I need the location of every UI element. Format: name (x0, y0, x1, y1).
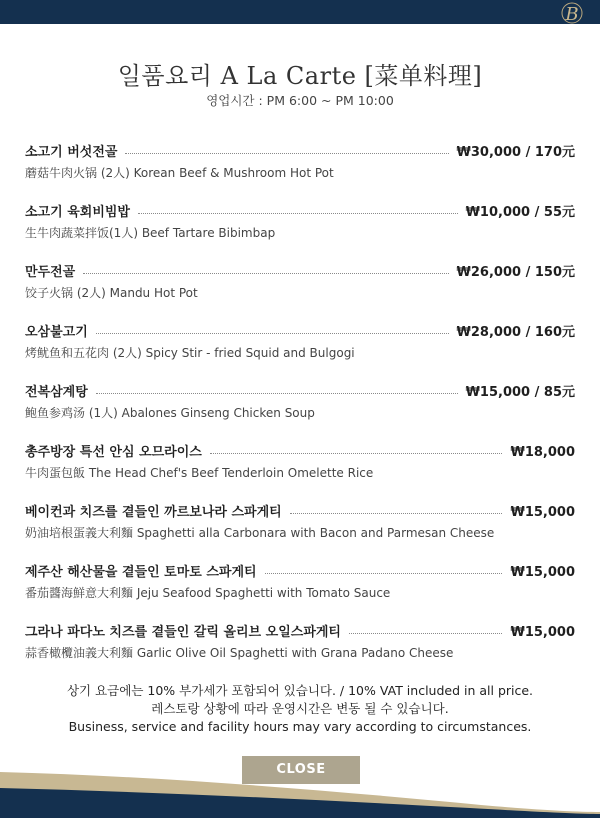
menu-item-name: 오삼불고기 (25, 325, 88, 340)
menu-item (25, 136, 575, 196)
bottom-wave-decoration (0, 754, 600, 818)
hours-note-english: Business, service and facility hours may vary according to circumstances. (68, 719, 532, 734)
menu-item-header (25, 316, 575, 340)
menu-item-name: 전복삼계탕 (25, 385, 88, 400)
dotted-leader (96, 333, 449, 334)
menu-item-price: ₩18,000 (510, 445, 575, 460)
menu-item-description: 蘑菇牛肉火锅 (2人) Korean Beef & Mushroom Hot Pot (25, 166, 334, 180)
hours-note-korean: 레스토랑 상황에 따라 운영시간은 변동 될 수 있습니다. (151, 701, 449, 716)
menu-item (25, 436, 575, 496)
menu-item-description: 鲍鱼参鸡汤 (1人) Abalones Ginseng Chicken Soup (25, 406, 315, 420)
hotel-logo (554, 0, 590, 26)
menu-item-price: ₩15,000 (510, 505, 575, 520)
menu-item-description: 蒜香橄欖油義大利麵 Garlic Olive Oil Spaghetti with Grana Padano Cheese (25, 646, 454, 660)
menu-item-description: 饺子火锅 (2人) Mandu Hot Pot (25, 286, 198, 300)
menu-item-description: 烤鱿鱼和五花肉 (2人) Spicy Stir - fried Squid and Bulgogi (25, 346, 355, 360)
opening-hours: 영업시간 : PM 6:00 ~ PM 10:00 (206, 93, 394, 108)
menu-item-name: 그라나 파다노 치즈를 곁들인 갈릭 올리브 오일스파게티 (25, 625, 341, 640)
menu-item-price: ₩15,000 / 85元 (465, 385, 575, 400)
menu-item (25, 556, 575, 616)
menu-item-name: 총주방장 특선 안심 오므라이스 (25, 445, 202, 460)
menu-item-price: ₩30,000 / 170元 (456, 145, 575, 160)
menu-item (25, 376, 575, 436)
menu-list (25, 136, 575, 676)
top-banner (0, 0, 600, 24)
menu-item-description: 番茄醬海鮮意大利麵 Jeju Seafood Spaghetti with Tomato Sauce (25, 586, 391, 600)
dotted-leader (96, 393, 458, 394)
menu-item-header (25, 616, 575, 640)
menu-item-description: 牛肉蛋包飯 The Head Chef's Beef Tenderloin Omelette Rice (25, 466, 374, 480)
menu-item-name: 소고기 육회비빔밥 (25, 205, 130, 220)
menu-item-price: ₩15,000 (510, 565, 575, 580)
menu-item-name: 소고기 버섯전골 (25, 145, 118, 160)
menu-item (25, 196, 575, 256)
notes (0, 682, 600, 736)
menu-item-name: 만두전골 (25, 265, 76, 280)
menu-item-price: ₩26,000 / 150元 (456, 265, 575, 280)
menu-item-header (25, 376, 575, 400)
dotted-leader (210, 453, 503, 454)
menu-item (25, 616, 575, 676)
close-button[interactable]: CLOSE (242, 756, 360, 784)
logo-letter: B (565, 4, 579, 25)
menu-item-header (25, 256, 575, 280)
dotted-leader (138, 213, 458, 214)
menu-item-header (25, 436, 575, 460)
dotted-leader (83, 273, 448, 274)
page-title: 일품요리 A La Carte [菜单料理] (117, 62, 483, 90)
menu-item-header (25, 196, 575, 220)
menu-item-price: ₩10,000 / 55元 (465, 205, 575, 220)
menu-item (25, 316, 575, 376)
menu-item-price: ₩28,000 / 160元 (456, 325, 575, 340)
menu-item-header (25, 556, 575, 580)
menu-item (25, 496, 575, 556)
dotted-leader (349, 633, 502, 634)
menu-item-header (25, 496, 575, 520)
vat-note: 상기 요금에는 10% 부가세가 포함되어 있습니다. / 10% VAT included in all price. (66, 683, 534, 698)
menu-item-header (25, 136, 575, 160)
dotted-leader (265, 573, 503, 574)
dotted-leader (125, 153, 448, 154)
menu-item-name: 제주산 해산물을 곁들인 토마토 스파게티 (25, 565, 257, 580)
menu-item-description: 生牛肉蔬菜拌饭(1人) Beef Tartare Bibimbap (25, 226, 276, 240)
menu-item-name: 베이컨과 치즈를 곁들인 까르보나라 스파게티 (25, 505, 282, 520)
menu-item-price: ₩15,000 (510, 625, 575, 640)
menu-item (25, 256, 575, 316)
dotted-leader (290, 513, 503, 514)
menu-item-description: 奶油培根蛋義大利麵 Spaghetti alla Carbonara with Bacon and Parmesan Cheese (25, 526, 495, 540)
